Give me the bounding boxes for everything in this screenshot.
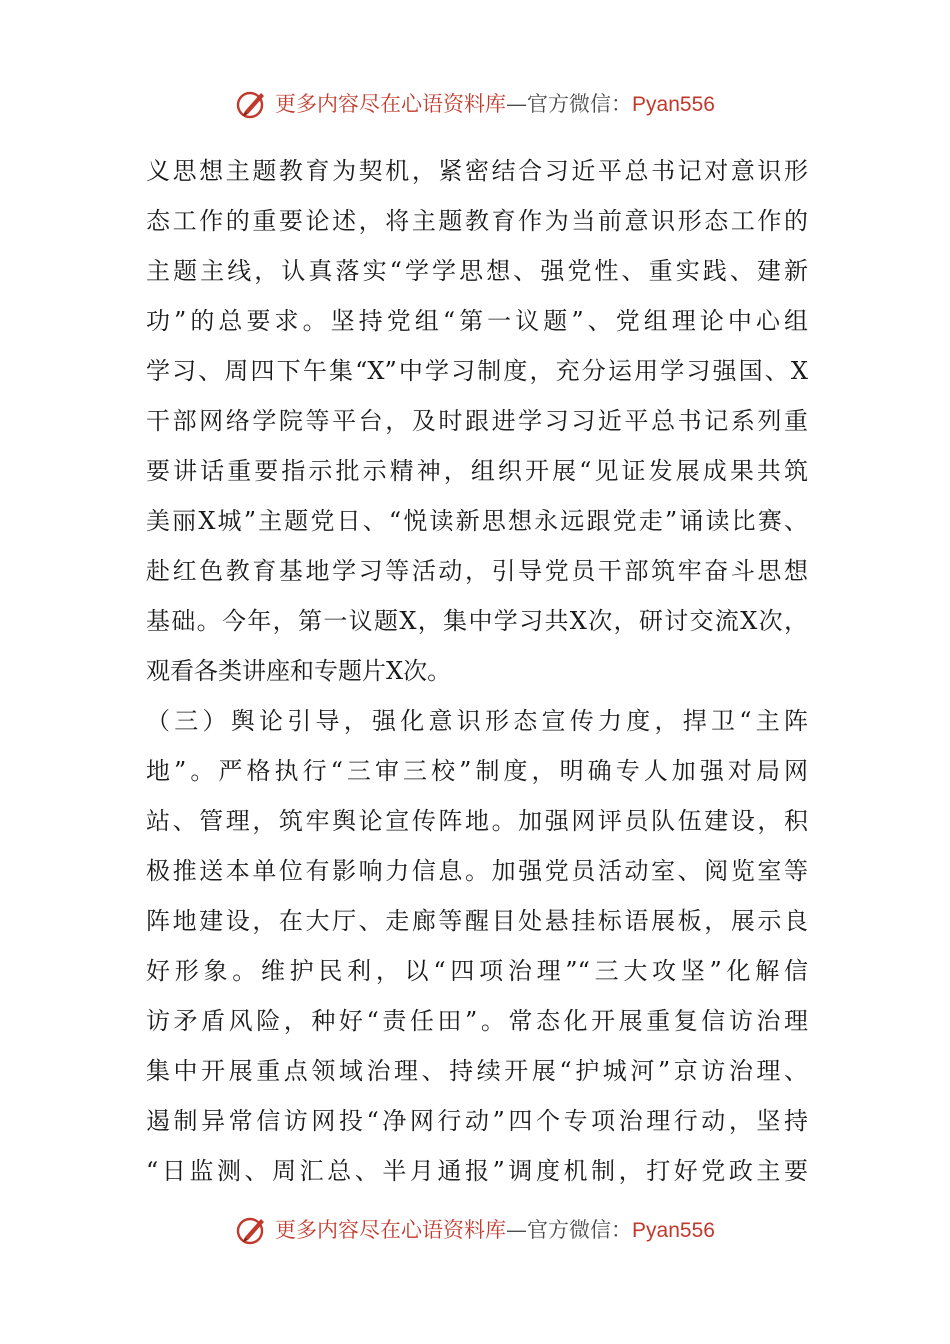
footer-sub: —官方微信：	[506, 1217, 633, 1242]
text-line: 好形象。维护民利，以“四项治理”“三大攻坚”化解信	[146, 957, 808, 985]
text-line: 极推送本单位有影响力信息。加强党员活动室、阅览室等	[146, 857, 808, 885]
text-line: 访矛盾风险，种好“责任田”。常态化开展重复信访治理	[146, 1007, 808, 1035]
text-line: 基础。今年，第一议题X，集中学习共X次，研讨交流X次，	[146, 607, 808, 635]
text-line: 站、管理，筑牢舆论宣传阵地。加强网评员队伍建设，积	[146, 807, 808, 835]
text-line: 遏制异常信访网投“净网行动”四个专项治理行动，坚持	[146, 1107, 808, 1135]
document-body	[146, 146, 808, 1196]
text-line: 地”。严格执行“三审三校”制度，明确专人加强对局网	[146, 757, 808, 785]
text-line: 赴红色教育基地学习等活动，引导党员干部筑牢奋斗思想	[146, 557, 808, 585]
header-sub: —官方微信：	[506, 91, 633, 116]
header-main: 更多内容尽在心语资料库	[275, 91, 507, 116]
text-line: （三）舆论引导，强化意识形态宣传力度，捍卫“主阵	[146, 707, 808, 735]
header-banner	[0, 84, 950, 124]
text-line: 学习、周四下午集“X”中学习制度，充分运用学习强国、X	[146, 357, 808, 385]
text-line: 美丽X城”主题党日、“悦读新思想永远跟党走”诵读比赛、	[146, 507, 808, 535]
text-line: 观看各类讲座和专题片X次。	[146, 657, 452, 685]
text-line: 功”的总要求。坚持党组“第一议题”、党组理论中心组	[146, 307, 808, 335]
header-text	[275, 91, 715, 116]
text-line: 态工作的重要论述，将主题教育作为当前意识形态工作的	[146, 207, 808, 235]
text-line: 干部网络学院等平台，及时跟进学习习近平总书记系列重	[146, 407, 808, 435]
text-line: “日监测、周汇总、半月通报”调度机制，打好党政主要	[146, 1157, 808, 1185]
footer-id: Pyan556	[632, 1218, 715, 1242]
text-line: 义思想主题教育为契机，紧密结合习近平总书记对意识形	[146, 157, 808, 185]
text-line: 集中开展重点领域治理、持续开展“护城河”京访治理、	[146, 1057, 808, 1085]
text-line: 主题主线，认真落实“学学思想、强党性、重实践、建新	[146, 257, 808, 285]
text-line: 阵地建设，在大厅、走廊等醒目处悬挂标语展板，展示良	[146, 907, 808, 935]
footer-main: 更多内容尽在心语资料库	[275, 1217, 507, 1242]
footer-banner	[0, 1210, 950, 1250]
footer-text	[275, 1217, 715, 1242]
pen-logo-icon	[235, 1213, 269, 1247]
text-line: 要讲话重要指示批示精神，组织开展“见证发展成果共筑	[146, 457, 808, 485]
header-id: Pyan556	[632, 92, 715, 116]
pen-logo-icon	[235, 87, 269, 121]
